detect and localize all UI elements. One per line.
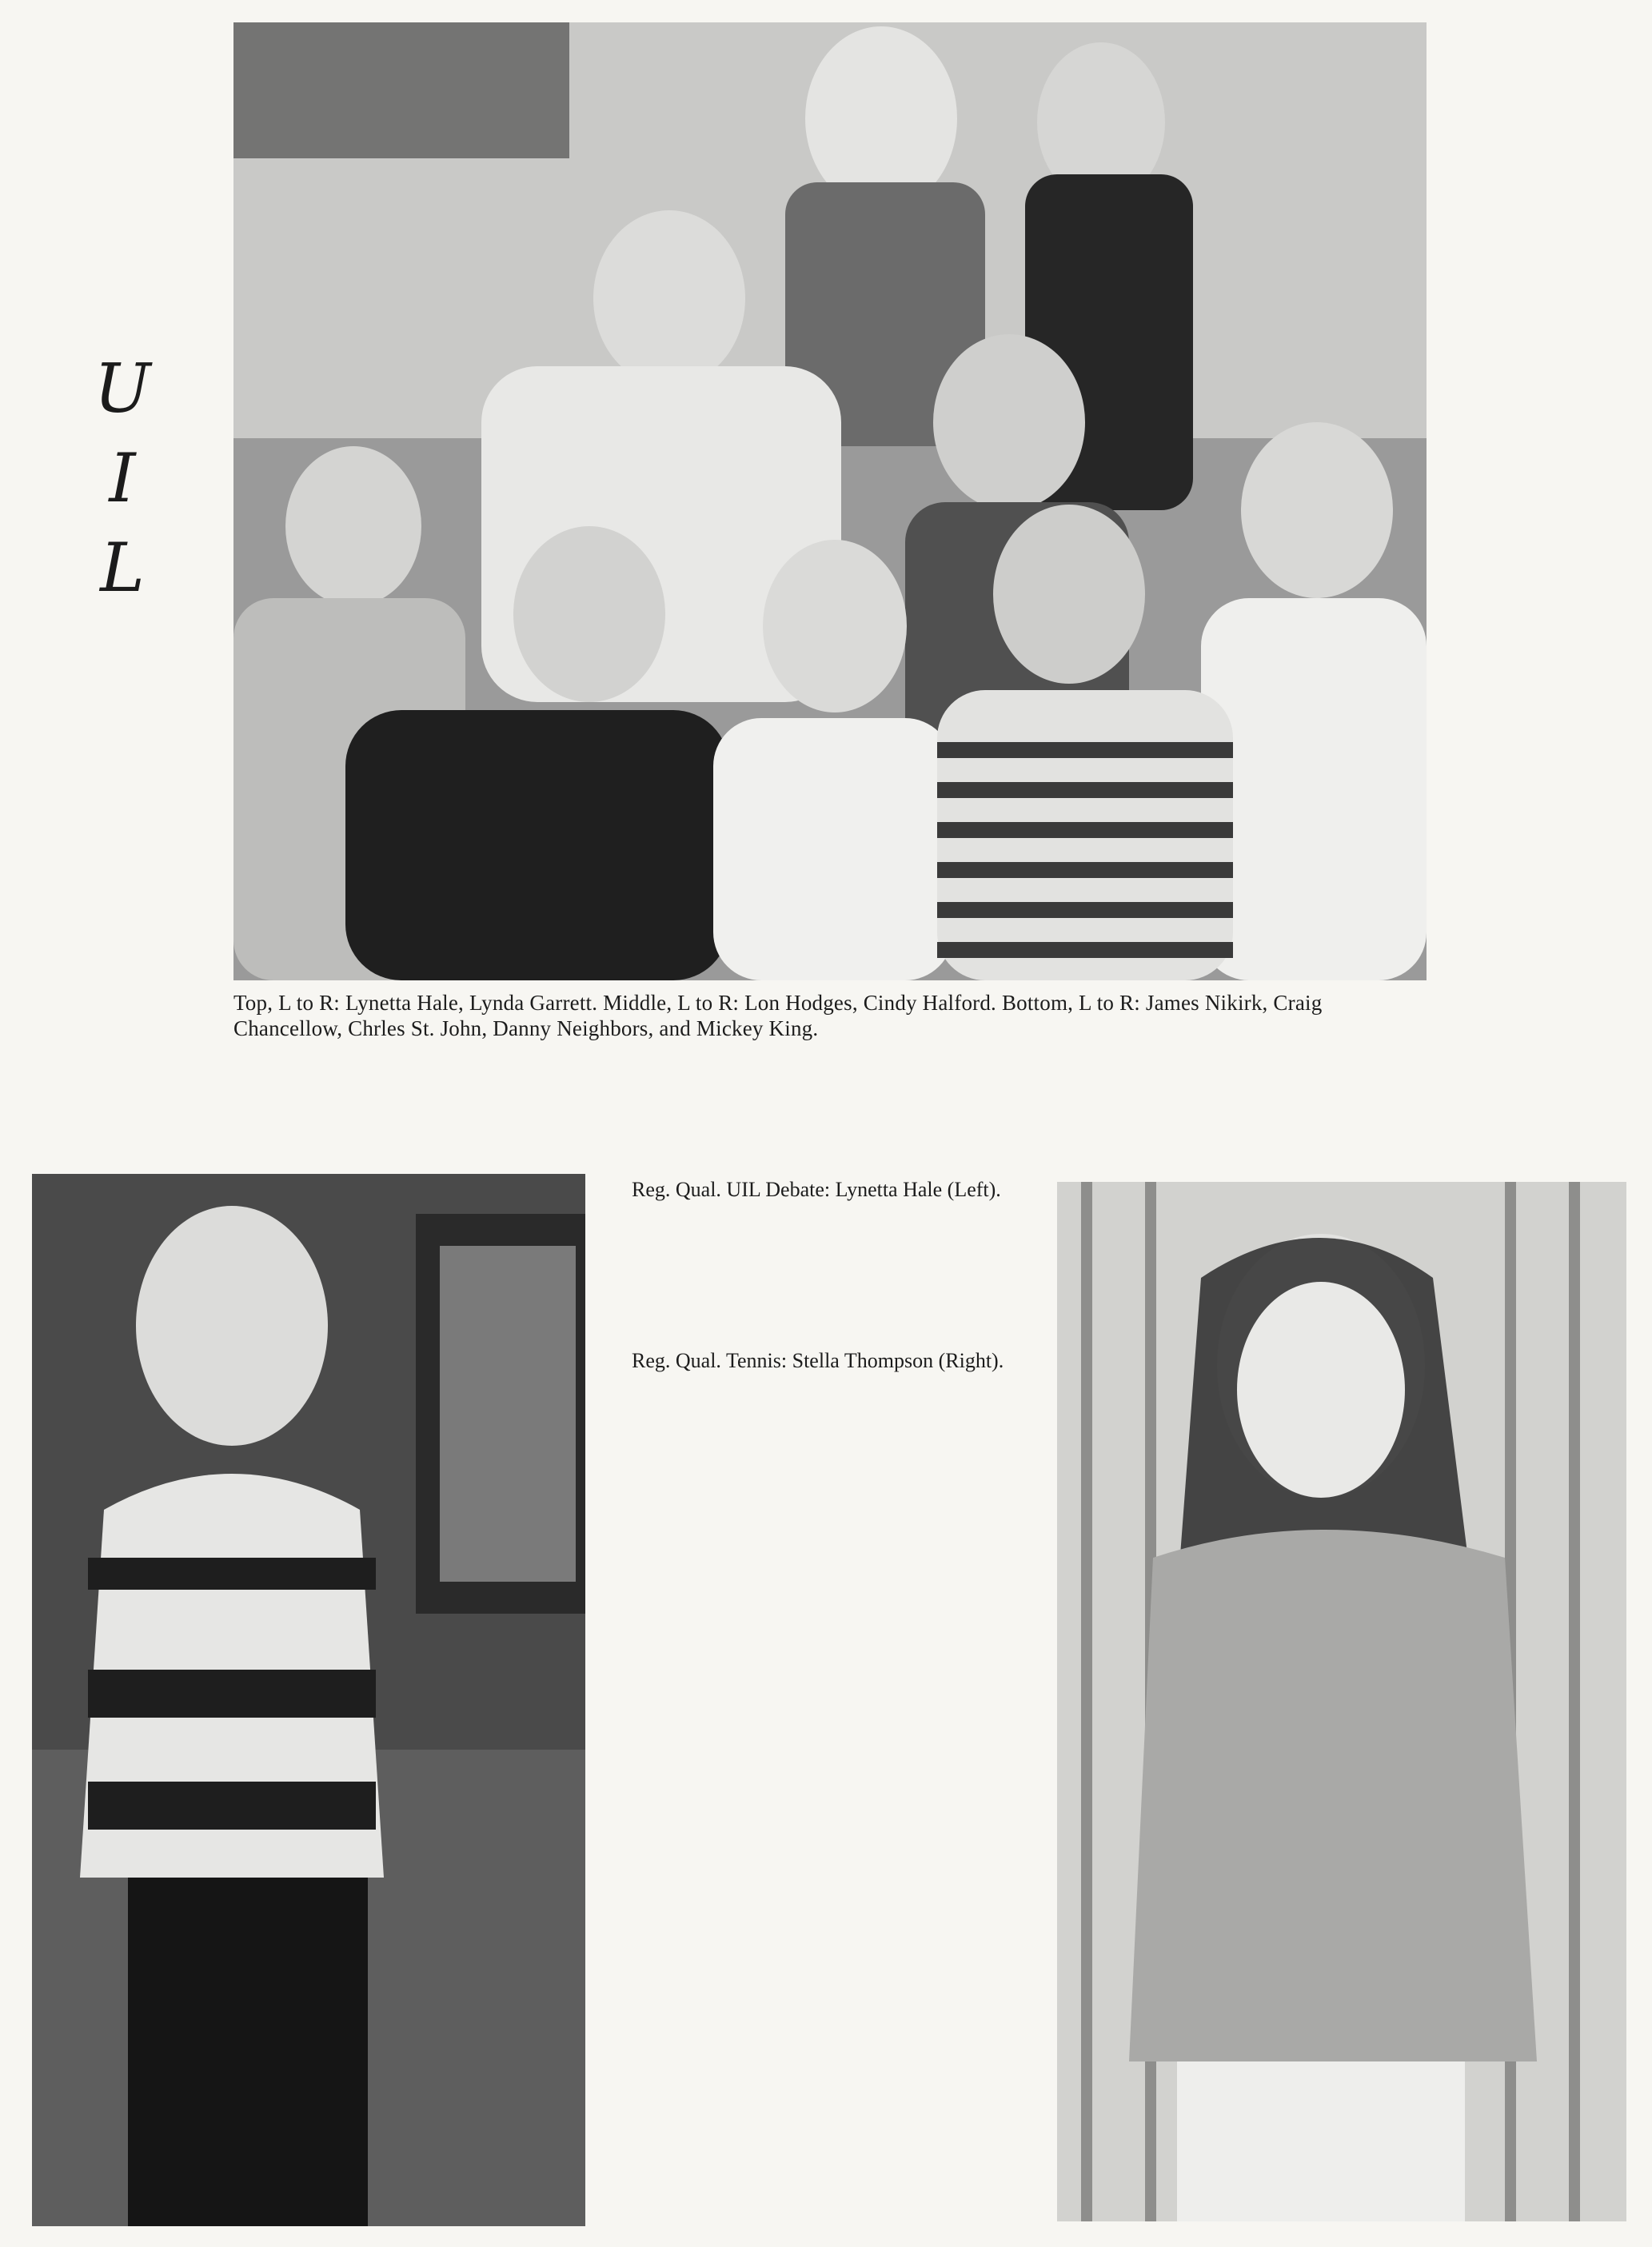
debate-portrait-photo bbox=[32, 1174, 585, 2226]
group-photo bbox=[233, 22, 1427, 980]
tennis-portrait-image bbox=[1057, 1182, 1626, 2221]
group-photo-image bbox=[233, 22, 1427, 980]
title-letter-l: L bbox=[100, 529, 145, 607]
debate-portrait-image bbox=[32, 1174, 585, 2226]
group-photo-caption: Top, L to R: Lynetta Hale, Lynda Garrett. Middle, L to R: Lon Hodges, Cindy Halford. Bottom, L to R: James Nikirk, Craig Chancellow, Chrles St. John, Danny Neighbors, and Mickey King. bbox=[233, 991, 1323, 1040]
tennis-caption: Reg. Qual. Tennis: Stella Thompson (Right). bbox=[632, 1349, 1004, 1372]
uil-title bbox=[62, 344, 182, 613]
debate-caption: Reg. Qual. UIL Debate: Lynetta Hale (Left). bbox=[632, 1178, 1001, 1201]
title-letter-u: U bbox=[94, 349, 151, 428]
tennis-portrait-photo bbox=[1057, 1182, 1626, 2221]
title-letter-i: I bbox=[109, 439, 136, 517]
